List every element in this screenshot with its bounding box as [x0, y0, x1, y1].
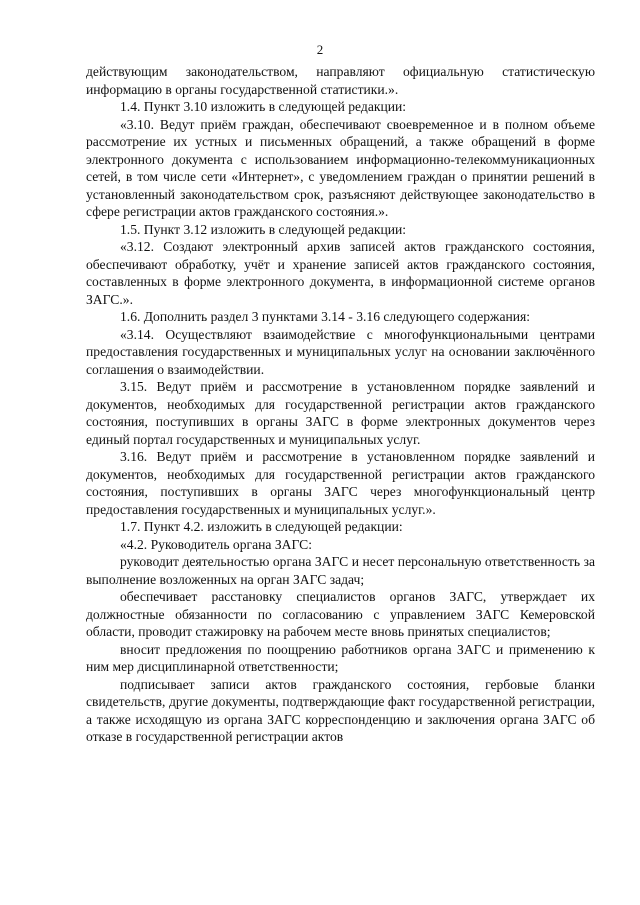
paragraph-duty-staffing: обеспечивает расстановку специалистов органов ЗАГС, утверждает их должностные обязанности по согласованию с управлением ЗАГС Кемеровской области, проводит стажировку на рабочем месте вновь принятых специалистов; [86, 589, 595, 639]
paragraph-clause-3-12: «3.12. Создают электронный архив записей актов гражданского состояния, обеспечивают обработку, учёт и хранение записей актов гражданского состояния, составленных в форме электронного документа, в информационной системе органов ЗАГС.». [86, 239, 595, 307]
document-body [86, 63, 595, 746]
paragraph-item-1-5: 1.5. Пункт 3.12 изложить в следующей редакции: [120, 221, 407, 237]
paragraph-clause-3-10: «3.10. Ведут приём граждан, обеспечивают своевременное и в полном объеме рассмотрение их устных и письменных обращений, а также обращений в форме электронного документа с использованием информационно-телекоммуникационных сетей, в том числе сети «Интернет», с уведомлением граждан о принятии решений в установленный законодательством срок, разъясняют действующее законодательство в сфере регистрации актов гражданского состояния.». [86, 116, 595, 219]
paragraph-clause-3-16: 3.16. Ведут приём и рассмотрение в установленном порядке заявлений и документов, необходимых для государственной регистрации актов гражданского состояния, поступивших в органы ЗАГС через многофункциональный центр предоставления государственных и муниципальных услуг.». [86, 449, 595, 517]
paragraph-clause-3-15: 3.15. Ведут приём и рассмотрение в установленном порядке заявлений и документов, необходимых для государственной регистрации актов гражданского состояния, поступивших в органы ЗАГС в форме электронных документов через единый портал государственных и муниципальных услуг. [86, 379, 595, 447]
paragraph-clause-3-14: «3.14. Осуществляют взаимодействие с многофункциональными центрами предоставления государственных и муниципальных услуг на основании заключённого соглашения о взаимодействии. [86, 326, 595, 377]
page-number: 2 [316, 42, 324, 57]
paragraph-clause-4-2: «4.2. Руководитель органа ЗАГС: [120, 536, 312, 552]
paragraph-item-1-7: 1.7. Пункт 4.2. изложить в следующей редакции: [120, 519, 403, 534]
paragraph-item-1-4: 1.4. Пункт 3.10 изложить в следующей редакции: [120, 99, 407, 114]
paragraph-item-1-6: 1.6. Дополнить раздел 3 пунктами 3.14 - 3.16 следующего содержания: [120, 309, 531, 324]
paragraph-duty-management: руководит деятельностью органа ЗАГС и несет персональную ответственность за выполнение возложенных на орган ЗАГС задач; [86, 554, 595, 587]
paragraph-continuation: действующим законодательством, направляют официальную статистическую информацию в органы государственной статистики.». [86, 64, 595, 97]
paragraph-duty-incentives: вносит предложения по поощрению работников органа ЗАГС и применению к ним мер дисциплинарной ответственности; [86, 641, 595, 674]
paragraph-duty-signing: подписывает записи актов гражданского состояния, гербовые бланки свидетельств, другие документы, подтверждающие факт государственной регистрации, а также исходящую из органа ЗАГС корреспонденцию и заключения органа ЗАГС об отказе в государственной регистрации актов [86, 676, 595, 744]
